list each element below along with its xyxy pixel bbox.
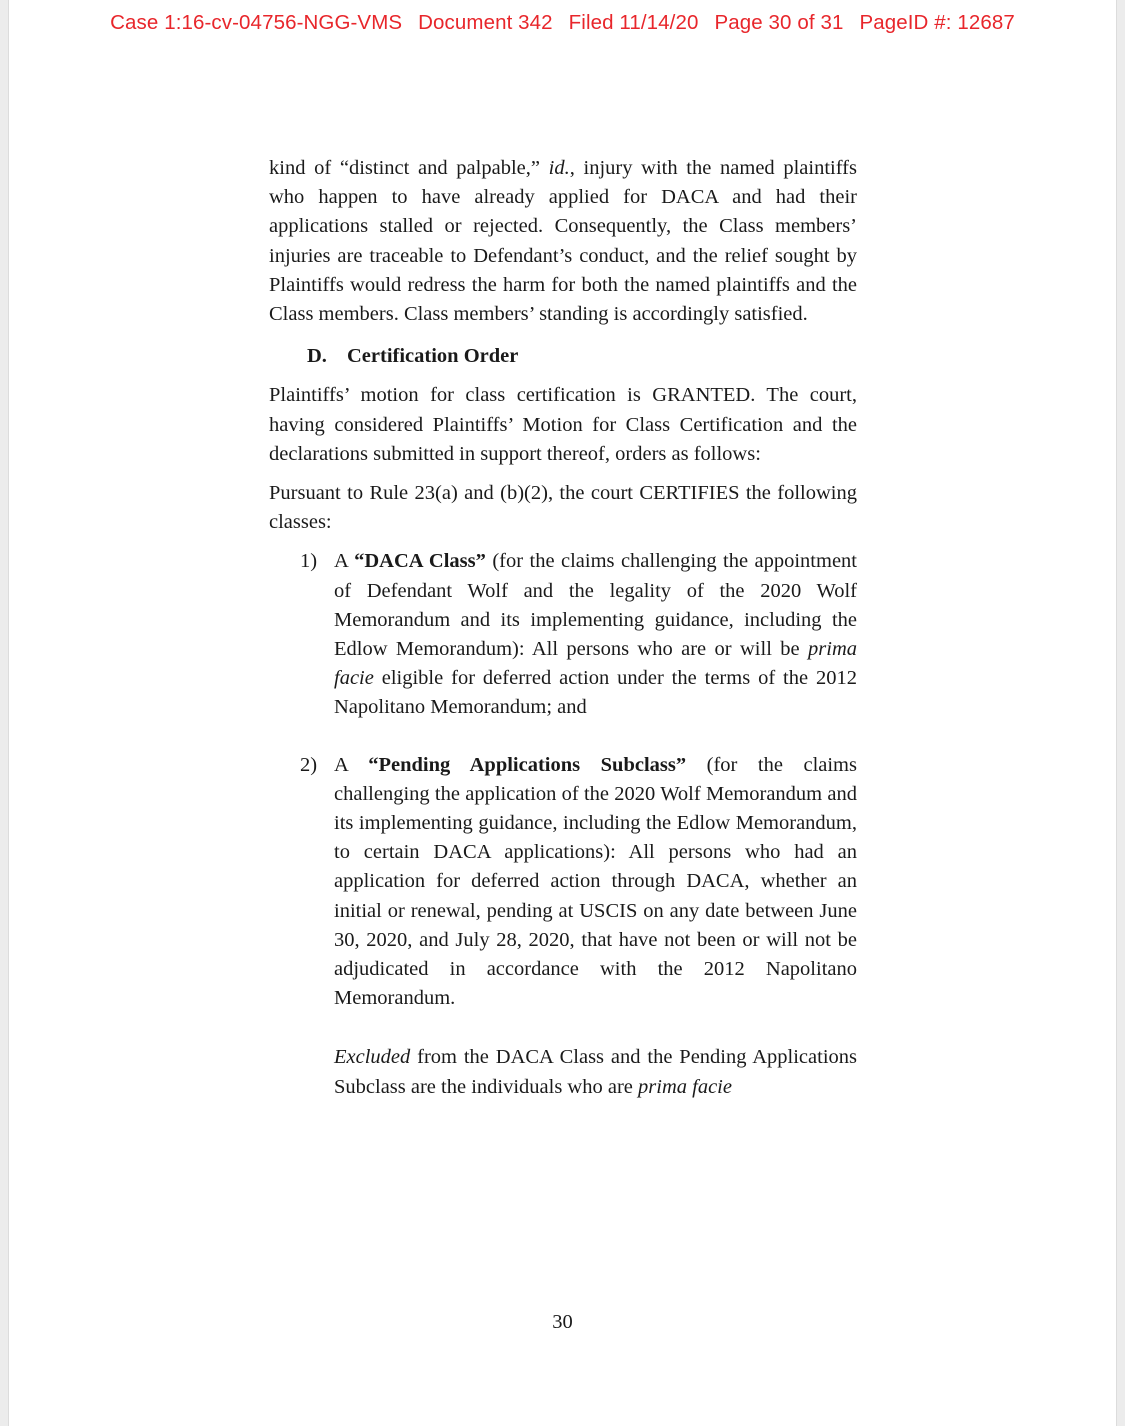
excluded-paragraph: Excluded from the DACA Class and the Pending Applications Subclass are the individuals who are prima facie <box>334 1046 857 1098</box>
standing-paragraph: kind of “distinct and palpable,” id., injury with the named plaintiffs who happen to have already applied for DACA and had their applications stalled or rejected. Consequently, the Class members’ injuries are traceable to Defendant’s conduct, and the relief sought by Plaintiffs would redress the harm for both the named plaintiffs and the Class members. Class members’ standing is accordingly satisfied. <box>269 157 857 326</box>
list-marker: 1) <box>300 550 318 573</box>
document-body <box>269 154 857 1102</box>
section-title: Certification Order <box>347 345 519 368</box>
page-id: PageID #: 12687 <box>859 11 1015 34</box>
class-name: “Pending Applications Subclass” <box>368 753 687 776</box>
page-count: Page 30 of 31 <box>714 11 844 34</box>
page-left-edge <box>0 0 9 1426</box>
class-name: “DACA Class” <box>354 550 486 573</box>
filed-date: Filed 11/14/20 <box>568 11 699 34</box>
motion-granted-paragraph: Plaintiffs’ motion for class certification is GRANTED. The court, having considered Plaintiffs’ Motion for Class Certification and the declarations submitted in support thereof, orders as follows: <box>269 384 857 465</box>
section-letter: D. <box>307 345 327 368</box>
case-number: Case 1:16-cv-04756-NGG-VMS <box>110 11 403 34</box>
court-filing-header <box>0 11 1125 35</box>
section-heading <box>269 342 857 371</box>
rule-23-paragraph: Pursuant to Rule 23(a) and (b)(2), the court CERTIFIES the following classes: <box>269 482 857 534</box>
page-number: 30 <box>552 1311 573 1333</box>
page-right-edge <box>1116 0 1125 1426</box>
list-marker: 2) <box>300 753 318 776</box>
pending-applications-subclass-item: 2) A “Pending Applications Subclass” (for the claims challenging the application of the 2020 Wolf Memorandum and its implementing guidance, including the Edlow Memorandum, to certain DACA applications): All persons who had an application for deferred action through DACA, whether an initial or renewal, pending at USCIS on any date between June 30, 2020, and July 28, 2020, that have not been or will not be adjudicated in accordance with the 2012 Napolitano Memorandum. <box>334 751 857 1014</box>
daca-class-item: 1) A “DACA Class” (for the claims challenging the appointment of Defendant Wolf and the legality of the 2020 Wolf Memorandum and its implementing guidance, including the Edlow Memorandum): All persons who are or will be prima facie eligible for deferred action under the terms of the 2012 Napolitano Memorandum; and <box>334 547 857 722</box>
document-number: Document 342 <box>418 11 553 34</box>
